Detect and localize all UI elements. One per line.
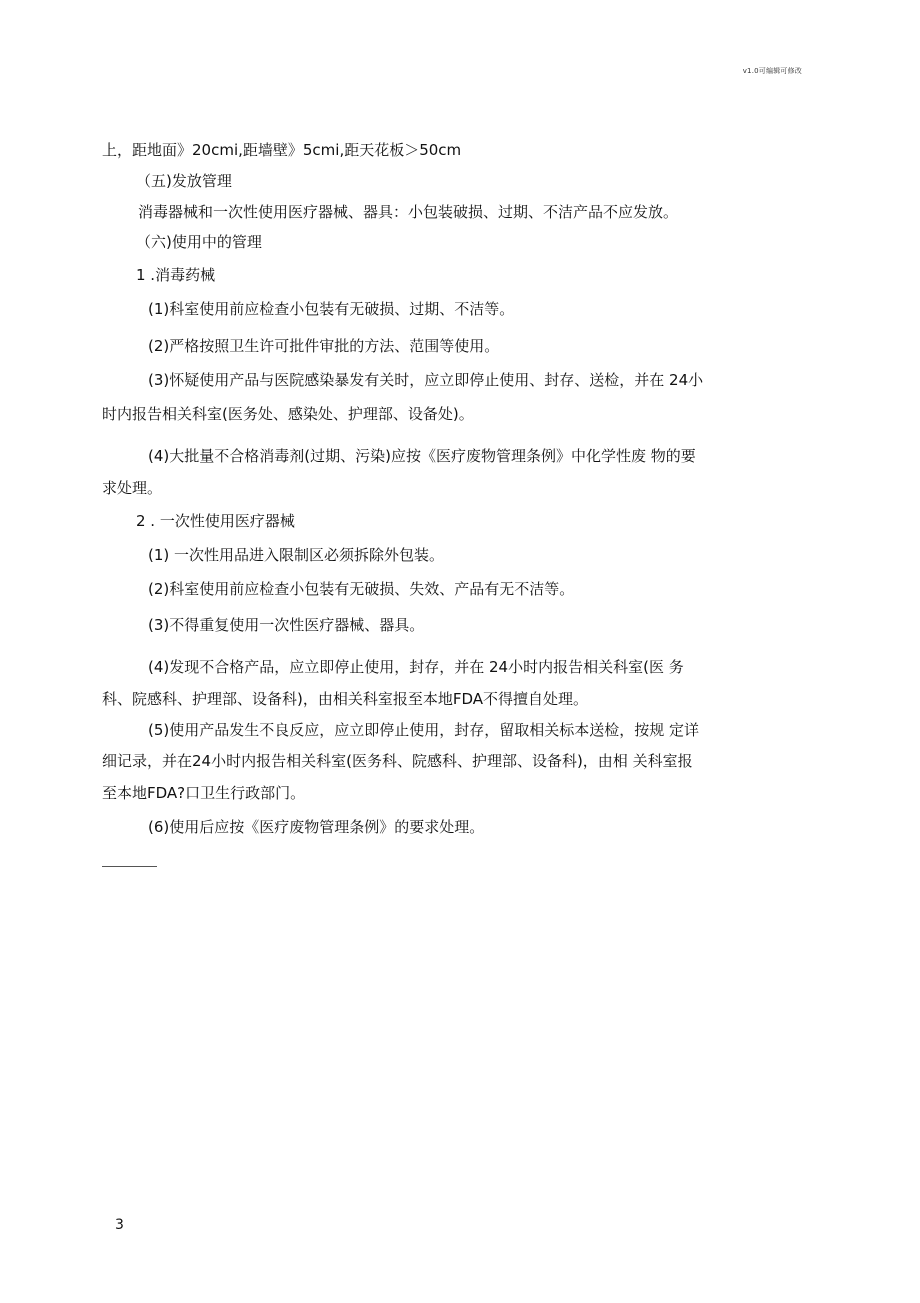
text-line-item-3b: 时内报告相关科室(医务处、感染处、护理部、设备处)。 xyxy=(102,405,474,423)
text-line-disposable-5a: (5)使用产品发生不良反应，应立即停止使用，封存，留取相关标本送检，按规 定详 xyxy=(148,721,700,739)
text-line-storage-distance: 上，距地面》20cmi,距墙壁》5cmi,距天花板＞50cm xyxy=(102,141,462,159)
footnote-divider xyxy=(102,866,157,867)
text-line-item-3a: (3)怀疑使用产品与医院感染暴发有关时，应立即停止使用、封存、送检，并在 24小 xyxy=(148,371,704,389)
version-note: v1.0可编辑可修改 xyxy=(742,67,802,75)
page-number: 3 xyxy=(115,1217,124,1233)
text-line-disposable-4a: (4)发现不合格产品，应立即停止使用，封存，并在 24小时内报告相关科室(医 务 xyxy=(148,658,684,676)
text-line-item-2: (2)严格按照卫生许可批件审批的方法、范围等使用。 xyxy=(148,337,500,355)
text-line-disposable-1: (1) 一次性用品进入限制区必须拆除外包装。 xyxy=(148,546,445,564)
section-heading-distribution: （五)发放管理 xyxy=(136,172,232,190)
subheading-disposable-devices: 2 . 一次性使用医疗器械 xyxy=(136,512,295,530)
text-line-item-4a: (4)大批量不合格消毒剂(过期、污染)应按《医疗废物管理条例》中化学性废 物的要 xyxy=(148,447,696,465)
text-line-disposable-3: (3)不得重复使用一次性医疗器械、器具。 xyxy=(148,616,425,634)
text-line-item-4b: 求处理。 xyxy=(102,479,163,497)
text-line-disposable-4b: 科、院感科、护理部、设备科)，由相关科室报至本地FDA不得擅自处理。 xyxy=(102,690,589,708)
text-line-disposable-5b: 细记录，并在24小时内报告相关科室(医务科、院感科、护理部、设备科)，由相 关科室报 xyxy=(102,752,693,770)
text-line-distribution: 消毒器械和一次性使用医疗器械、器具：小包装破损、过期、不洁产品不应发放。 xyxy=(138,203,679,221)
subheading-disinfectants: 1 .消毒药械 xyxy=(136,266,216,284)
section-heading-usage: （六)使用中的管理 xyxy=(136,233,262,251)
text-line-disposable-6: (6)使用后应按《医疗废物管理条例》的要求处理。 xyxy=(148,818,485,836)
text-line-disposable-2: (2)科室使用前应检查小包装有无破损、失效、产品有无不洁等。 xyxy=(148,580,575,598)
text-line-item-1: (1)科室使用前应检查小包装有无破损、过期、不洁等。 xyxy=(148,300,515,318)
text-line-disposable-5c: 至本地FDA?口卫生行政部门。 xyxy=(102,784,306,802)
